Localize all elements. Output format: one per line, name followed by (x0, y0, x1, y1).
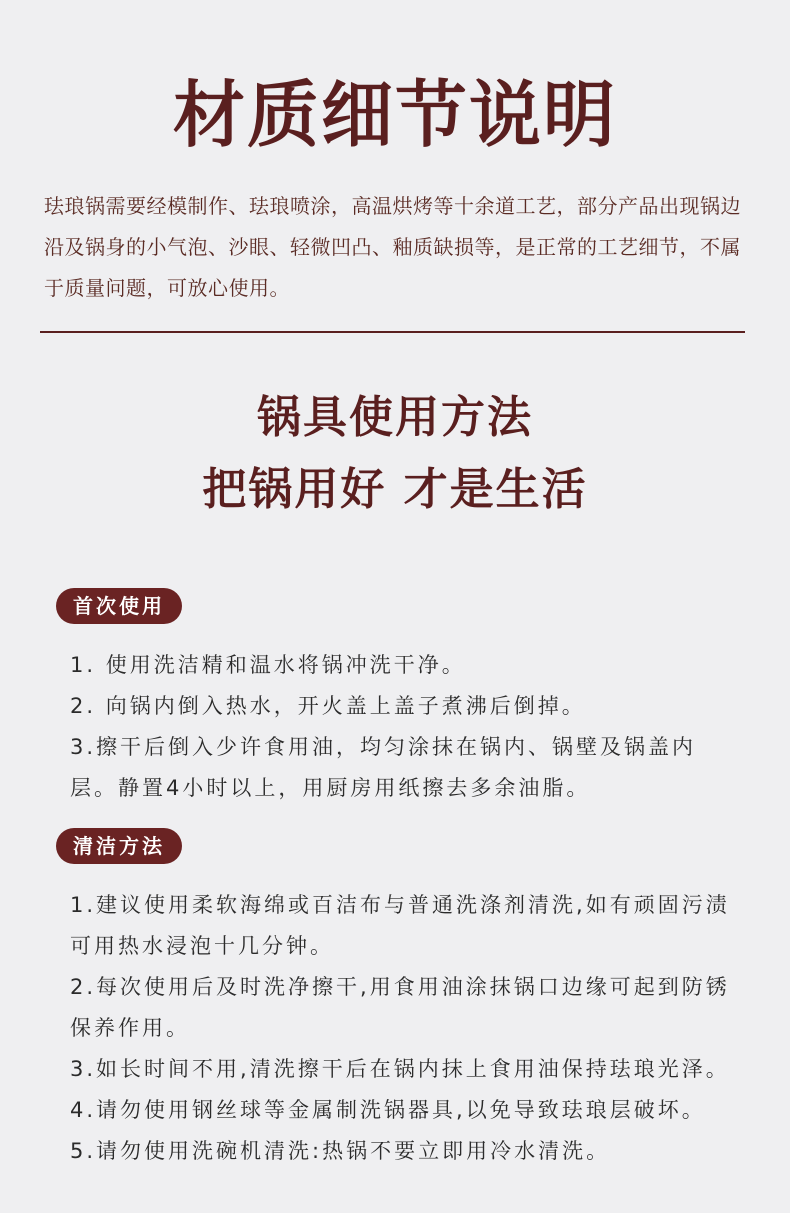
divider (40, 331, 745, 333)
first-use-steps (70, 645, 740, 809)
cleaning-badge: 清洁方法 (56, 828, 182, 864)
first-use-badge: 首次使用 (56, 588, 182, 624)
list-item: 1. 使用洗洁精和温水将锅冲洗干净。 (70, 653, 466, 677)
list-item: 3.如长时间不用,清洗擦干后在锅内抹上食用油保持珐琅光泽。 (70, 1057, 730, 1081)
list-item: 5.请勿使用洗碗机清洗:热锅不要立即用冷水清洗。 (70, 1139, 611, 1163)
list-item: 2. 向锅内倒入热水，开火盖上盖子煮沸后倒掉。 (70, 694, 586, 718)
list-item: 3.擦干后倒入少许食用油，均匀涂抹在锅内、锅壁及锅盖内层。静置4小时以上，用厨房用纸擦去多余油脂。 (70, 735, 697, 800)
usage-slogan: 把锅用好 才是生活 (202, 464, 588, 515)
page-title: 材质细节说明 (172, 73, 617, 157)
usage-heading: 锅具使用方法 (257, 392, 533, 443)
cleaning-steps (70, 885, 740, 1172)
list-item: 2.每次使用后及时洗净擦干,用食用油涂抹锅口边缘可起到防锈保养作用。 (70, 975, 730, 1040)
list-item: 1.建议使用柔软海绵或百洁布与普通洗涤剂清洗,如有顽固污渍可用热水浸泡十几分钟。 (70, 893, 730, 958)
list-item: 4.请勿使用钢丝球等金属制洗锅器具,以免导致珐琅层破坏。 (70, 1098, 706, 1122)
material-note: 珐琅锅需要经模制作、珐琅喷涂，高温烘烤等十余道工艺，部分产品出现锅边沿及锅身的小气泡、沙眼、轻微凹凸、釉质缺损等，是正常的工艺细节，不属于质量问题，可放心使用。 (44, 194, 741, 300)
